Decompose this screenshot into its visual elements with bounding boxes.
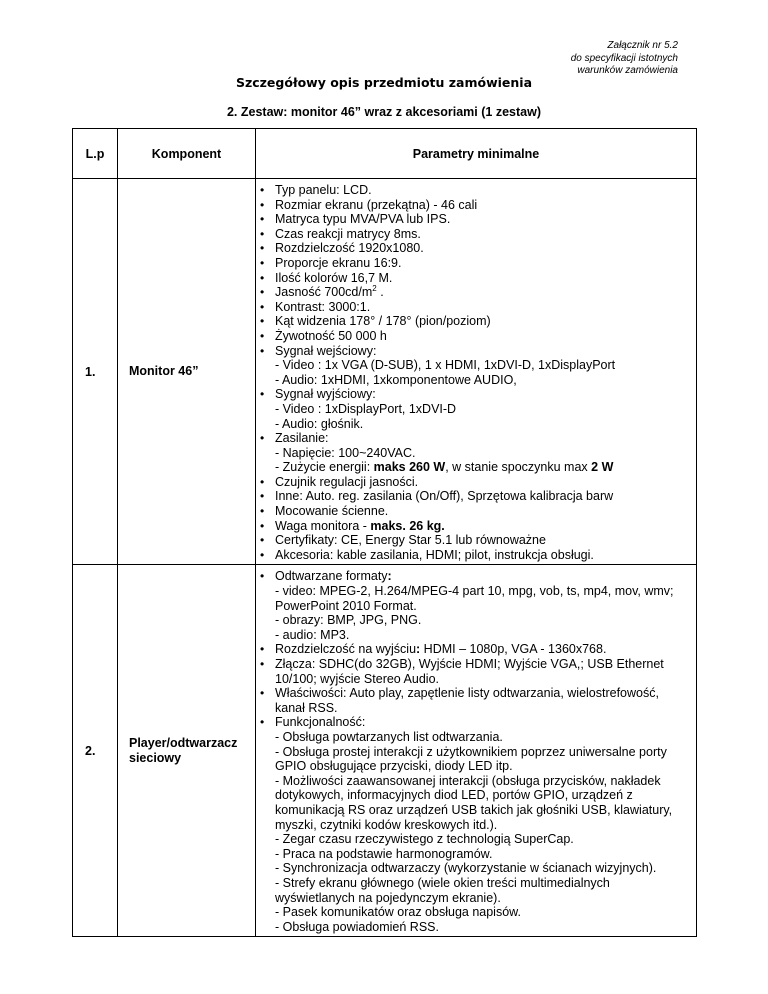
item-text: HDMI – 1080p, VGA - 1360x768. [420, 642, 607, 657]
bold-colon: : [387, 569, 392, 584]
item-text: Rozdzielczość na wyjściu [275, 642, 417, 657]
item-text: , w stanie spoczynku max [445, 460, 592, 475]
bold-value: 2 W [591, 460, 614, 475]
sub-item: - audio: MP3. [275, 627, 350, 642]
list-item: • Inne: Auto. reg. zasilania (On/Off), Sprzętowa kalibracja barw [260, 489, 688, 504]
list-item: • Certyfikaty: CE, Energy Star 5.1 lub równoważne [260, 533, 688, 548]
list-item [260, 642, 688, 657]
list-item [260, 387, 688, 431]
list-item: • Ilość kolorów 16,7 M. [260, 271, 688, 286]
item-text: - Zużycie energii: [275, 460, 374, 475]
item-text: Sygnał wyjściowy: [275, 387, 376, 402]
list-item: • Rozdzielczość 1920x1080. [260, 241, 688, 256]
sub-item: - Synchronizacja odtwarzaczy (wykorzystanie w ścianach wizyjnych). [275, 861, 657, 876]
sub-item: - Możliwości zaawansowanej interakcji (obsługa przycisków, nakładek dotykowych, informacyjnych diod LED, portów GPIO, urządzeń z komunikacją RS oraz urządzeń USB takich jak głośniki USB, klawiatury, myszki, czytniki kodów kreskowych itd.). [275, 773, 673, 832]
sub-item: - obrazy: BMP, JPG, PNG. [275, 613, 422, 628]
table-header-row [73, 129, 697, 179]
component-name-line: Player/odtwarzacz [129, 735, 238, 750]
annex-line: do specyfikacji istotnych [570, 52, 678, 64]
list-item [260, 569, 688, 642]
set-title: 2. Zestaw: monitor 46” wraz z akcesoriami (1 zestaw) [226, 105, 541, 119]
parameters-list [260, 569, 688, 934]
table-row [73, 565, 697, 937]
sub-item: - Praca na podstawie harmonogramów. [275, 846, 493, 861]
list-item [260, 285, 688, 300]
list-item [260, 519, 688, 534]
item-text: Zasilanie: [275, 431, 329, 446]
sub-item: - Obsługa powtarzanych list odtwarzania. [275, 729, 503, 744]
annex-line: warunków zamówienia [577, 65, 678, 76]
superscript: 2 [372, 284, 377, 293]
sub-item: - Audio: głośnik. [275, 416, 364, 431]
sub-item: - Video : 1x VGA (D-SUB), 1 x HDMI, 1xDVI-D, 1xDisplayPort [275, 358, 616, 373]
list-item [260, 431, 688, 475]
specification-table [72, 128, 697, 937]
sub-item: - Obsługa powiadomień RSS. [275, 919, 439, 934]
list-item: • Złącza: SDHC(do 32GB), Wyjście HDMI; Wyjście VGA,; USB Ethernet 10/100; wyjście Stereo Audio. [260, 657, 688, 686]
document-title: Szczegółowy opis przedmiotu zamówienia [235, 75, 533, 90]
item-text: Waga monitora - [275, 518, 371, 533]
component-name: Monitor 46” [118, 179, 256, 565]
list-item: • Kąt widzenia 178° / 178° (pion/poziom) [260, 314, 688, 329]
list-item [260, 715, 688, 934]
component-name-line: sieciowy [129, 750, 182, 765]
sub-item: - Zegar czasu rzeczywistego z technologią SuperCap. [275, 832, 574, 847]
list-item: • Żywotność 50 000 h [260, 329, 688, 344]
sub-item: - Napięcie: 100~240VAC. [275, 445, 416, 460]
sub-item: - video: MPEG-2, H.264/MPEG-4 part 10, mpg, vob, ts, mp4, mov, wmv; PowerPoint 2010 Format. [275, 584, 674, 613]
header-component: Komponent [118, 129, 256, 179]
list-item [260, 344, 688, 388]
bold-value: maks 260 W [373, 460, 446, 475]
list-item: • Rozmiar ekranu (przekątna) - 46 cali [260, 198, 688, 213]
annex-note [458, 40, 678, 78]
sub-item: - Obsługa prostej interakcji z użytkownikiem poprzez uniwersalne porty GPIO obsługujące przyciski, diody LED itp. [275, 744, 667, 774]
bold-value: maks. 26 kg. [370, 518, 445, 533]
list-item: • Mocowanie ścienne. [260, 504, 688, 519]
sub-item [275, 460, 688, 475]
list-item: • Matryca typu MVA/PVA lub IPS. [260, 212, 688, 227]
annex-line: Załącznik nr 5.2 [607, 40, 678, 51]
sub-item: - Video : 1xDisplayPort, 1xDVI-D [275, 401, 457, 416]
row-number: 2. [73, 565, 118, 937]
list-item: • Proporcje ekranu 16:9. [260, 256, 688, 271]
list-item: • Czas reakcji matrycy 8ms. [260, 227, 688, 242]
component-name [118, 565, 256, 937]
list-item: • Czujnik regulacji jasności. [260, 475, 688, 490]
sub-item: - Strefy ekranu głównego (wiele okien treści multimedialnych wyświetlanych na pojedynczym ekranie). [275, 875, 610, 905]
item-text: Odtwarzane formaty [275, 569, 388, 584]
parameters-cell [256, 565, 697, 937]
item-text: Funkcjonalność: [275, 715, 366, 730]
table-row [73, 179, 697, 565]
bold-colon: : [416, 642, 421, 657]
header-lp: L.p [73, 129, 118, 179]
list-item: • Kontrast: 3000:1. [260, 300, 688, 315]
item-text: Sygnał wejściowy: [275, 343, 377, 358]
list-item: • Typ panelu: LCD. [260, 183, 688, 198]
list-item: • Akcesoria: kable zasilania, HDMI; pilot, instrukcja obsługi. [260, 548, 688, 563]
header-params: Parametry minimalne [256, 129, 697, 179]
parameters-list [260, 183, 688, 562]
list-item: • Właściwości: Auto play, zapętlenie listy odtwarzania, wielostrefowość, kanał RSS. [260, 686, 688, 715]
parameters-cell [256, 179, 697, 565]
sub-item: - Pasek komunikatów oraz obsługa napisów. [275, 905, 521, 920]
row-number: 1. [73, 179, 118, 565]
sub-item: - Audio: 1xHDMI, 1xkomponentowe AUDIO, [275, 372, 517, 387]
brightness-text: Jasność 700cd/m [275, 285, 373, 300]
brightness-tail: . [376, 285, 384, 300]
